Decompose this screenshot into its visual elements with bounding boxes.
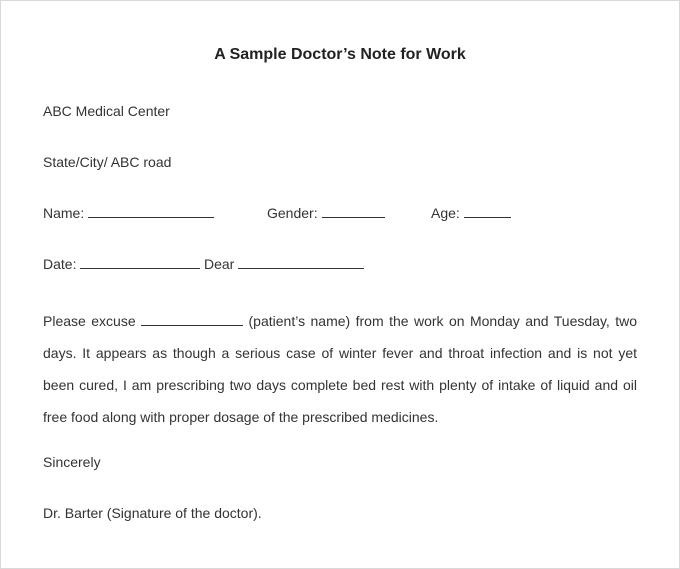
dear-label: Dear <box>204 256 235 272</box>
name-label: Name: <box>43 205 85 221</box>
age-field <box>431 204 511 222</box>
gender-blank[interactable] <box>322 204 385 218</box>
closing: Sincerely <box>43 454 101 470</box>
gender-field <box>267 204 385 222</box>
clinic-address: State/City/ ABC road <box>43 154 172 170</box>
patient-name-blank[interactable] <box>141 312 243 326</box>
age-blank[interactable] <box>464 204 511 218</box>
document-title: A Sample Doctor’s Note for Work <box>214 46 466 63</box>
signature-line: Dr. Barter (Signature of the doctor). <box>43 505 262 521</box>
clinic-name: ABC Medical Center <box>43 103 170 119</box>
body-part-2: (patient’s name) from the work on Monday and Tuesday, two days. It appears as though a serious case of winter fever and throat infection and is not yet been cured, I am prescribing two days complete bed rest with plenty of intake of liquid and oil free food along with proper dosage of the prescribed medicines. <box>43 313 638 425</box>
name-blank[interactable] <box>88 204 214 218</box>
gender-label: Gender: <box>267 205 318 221</box>
date-blank[interactable] <box>80 255 200 269</box>
date-field <box>43 255 200 273</box>
body-part-1: Please excuse <box>43 313 136 329</box>
date-label: Date: <box>43 256 77 272</box>
dear-blank[interactable] <box>238 255 364 269</box>
dear-field <box>204 255 364 273</box>
age-label: Age: <box>431 205 460 221</box>
name-field <box>43 204 214 222</box>
note-body <box>43 305 637 433</box>
